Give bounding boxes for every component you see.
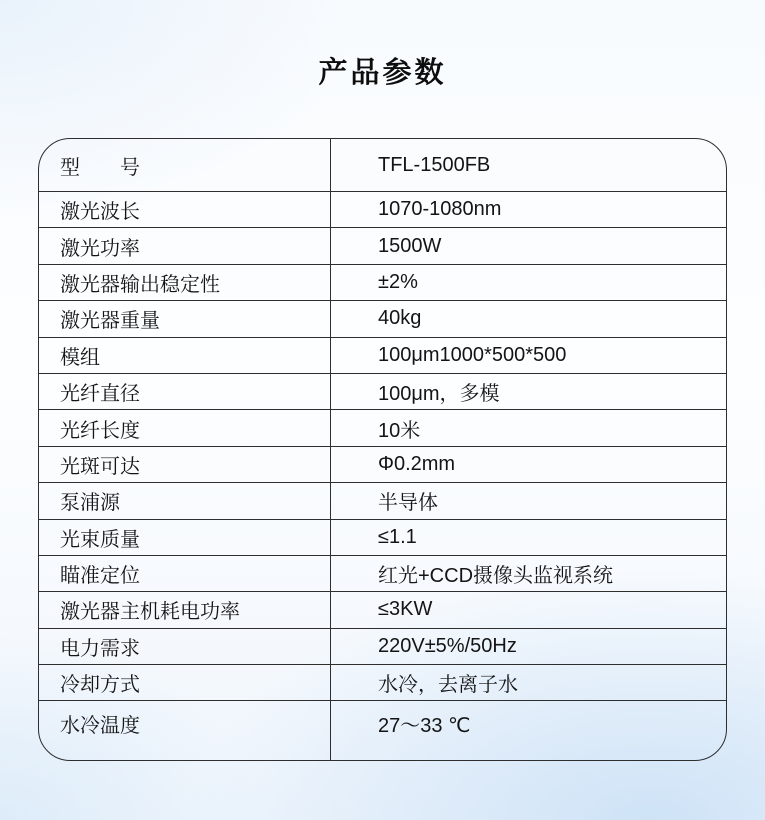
table-row xyxy=(39,520,726,556)
table-row xyxy=(39,701,726,761)
param-value: 220V±5%/50Hz xyxy=(378,634,517,657)
param-value: ≤1.1 xyxy=(378,525,417,548)
table-row xyxy=(39,374,726,410)
param-value: TFL-1500FB xyxy=(378,153,491,176)
param-value: 100μm，多模 xyxy=(378,383,500,406)
table-row xyxy=(39,301,726,337)
param-value: 10米 xyxy=(378,419,421,442)
param-label: 激光波长 xyxy=(39,192,331,227)
param-value: 1070-1080nm xyxy=(378,198,502,221)
table-row xyxy=(39,483,726,519)
param-label: 光纤长度 xyxy=(39,410,331,445)
param-label: 电力需求 xyxy=(39,629,331,664)
table-row xyxy=(39,139,726,192)
param-label: 光斑可达 xyxy=(39,447,331,482)
table-row xyxy=(39,192,726,228)
param-value: 红光+CCD摄像头监视系统 xyxy=(378,565,614,588)
param-value: 40kg xyxy=(378,307,422,330)
param-label: 激光功率 xyxy=(39,228,331,263)
param-value: 1500W xyxy=(378,234,442,257)
param-value: ±2% xyxy=(378,270,418,293)
param-label: 泵浦源 xyxy=(39,483,331,518)
param-value: 100μm1000*500*500 xyxy=(378,343,567,366)
param-label: 水冷温度 xyxy=(39,701,331,761)
param-label: 冷却方式 xyxy=(39,665,331,700)
spec-table xyxy=(38,138,727,761)
param-value: 半导体 xyxy=(378,492,438,515)
table-row xyxy=(39,265,726,301)
table-row xyxy=(39,410,726,446)
param-label: 激光器输出稳定性 xyxy=(39,265,331,300)
param-label: 光纤直径 xyxy=(39,374,331,409)
param-value: 水冷，去离子水 xyxy=(378,674,518,697)
table-row xyxy=(39,447,726,483)
param-label: 光束质量 xyxy=(39,520,331,555)
param-label: 激光器主机耗电功率 xyxy=(39,592,331,627)
table-row xyxy=(39,338,726,374)
param-label: 型 号 xyxy=(39,139,331,191)
page-title: 产品参数 xyxy=(318,57,447,89)
param-value: ≤3KW xyxy=(378,598,433,621)
table-row xyxy=(39,629,726,665)
param-label: 瞄准定位 xyxy=(39,556,331,591)
param-label: 模组 xyxy=(39,338,331,373)
param-value: Φ0.2mm xyxy=(378,452,456,475)
table-row xyxy=(39,592,726,628)
table-row xyxy=(39,665,726,701)
table-row xyxy=(39,228,726,264)
table-row xyxy=(39,556,726,592)
param-value: 27～33 ℃ xyxy=(378,715,471,738)
param-label: 激光器重量 xyxy=(39,301,331,336)
